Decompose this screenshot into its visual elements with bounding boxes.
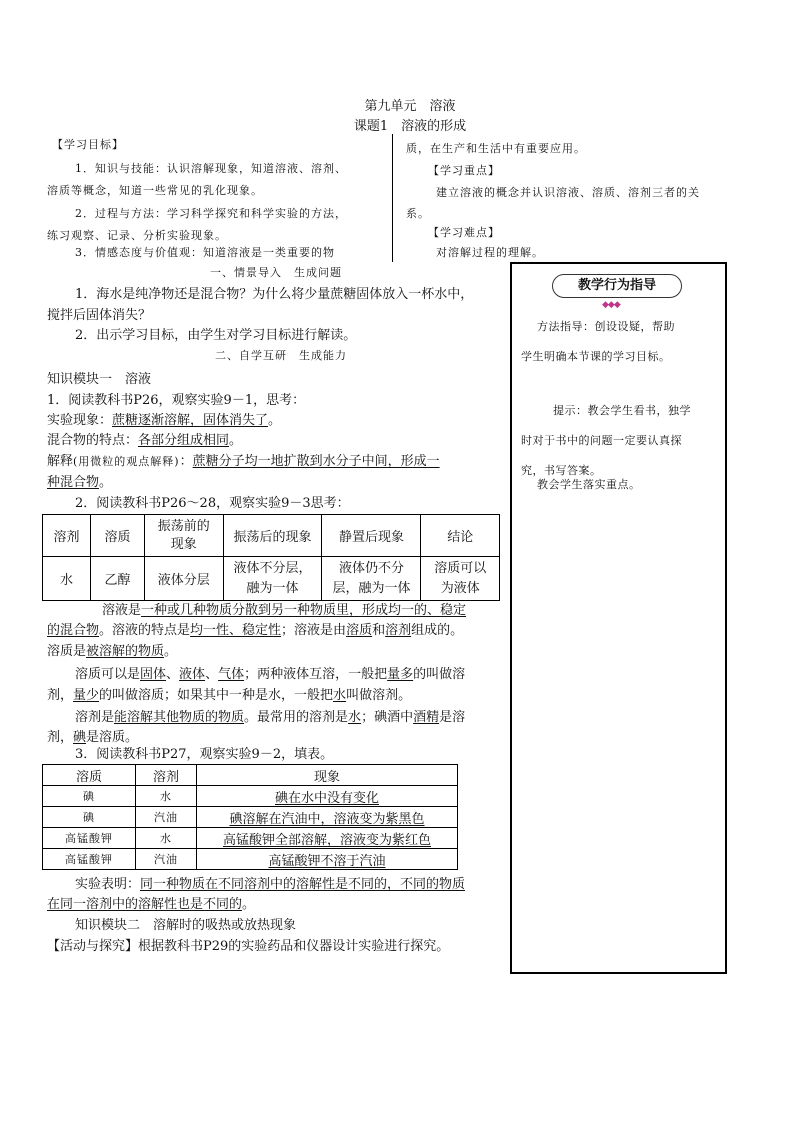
explain-colon: ： (179, 454, 193, 469)
difficulty-heading: 【学习难点】 (428, 226, 500, 239)
explain-answer-cont: 种混合物 (47, 475, 100, 490)
solution-def-line1: 溶液是一种或几种物质分散到另一种物质里，形成均一的、稳定 (102, 603, 467, 618)
table-cell: 碘在水中没有变化 (197, 786, 458, 807)
explain-end: 。 (99, 475, 113, 490)
table-cell: 乙醇 (90, 557, 144, 601)
activity-label: 【活动与探究】 (47, 939, 139, 954)
section1-title: 一、情景导入 生成问题 (210, 266, 342, 279)
explain-line-cont (47, 472, 112, 493)
table-cell: 水 (136, 786, 197, 807)
activity-line (47, 936, 449, 957)
guidance-tip-3: 教会学生落实重点。 (537, 478, 641, 491)
table-cell: 液体仍不分 层，融为一体 (322, 557, 421, 601)
read-1: 1．阅读教科书P26，观察实验9－1，思考： (47, 393, 306, 408)
header-cell: 溶剂 (43, 515, 91, 557)
explain-note: (用微粒的观点解释) (73, 455, 180, 468)
module2-title: 知识模块二 溶解时的吸热或放热现象 (75, 918, 297, 933)
lesson-title: 课题1 溶液的形成 (353, 119, 467, 134)
table-cell: 高锰酸钾不溶于汽油 (197, 849, 458, 870)
table-header-row (43, 765, 458, 786)
question-1: 1．海水是纯净物还是混合物？为什么将少量蔗糖固体放入一杯水中， (75, 287, 474, 302)
header-cell: 溶质 (43, 765, 136, 786)
unit-title: 第九单元 溶液 (364, 99, 456, 114)
table-cell: 液体不分层， 融为一体 (223, 557, 322, 601)
explain-label: 解释 (47, 454, 74, 469)
guidance-tip-2: 提示：教会学生看书，独学 时对于书中的问题一定要认真探 究，书写答案。 (521, 404, 691, 477)
header-cell: 振荡前的 现象 (145, 515, 224, 557)
key-point-text-cont: 系。 (406, 207, 430, 220)
key-points-heading: 【学习重点】 (428, 164, 500, 177)
read-3: 3．阅读教科书P27，观察实验9－2，填表。 (75, 747, 334, 762)
table-row (43, 849, 458, 870)
table-cell: 溶质可以 为液体 (421, 557, 500, 601)
table-cell: 碘 (43, 807, 136, 828)
teaching-guidance-box (510, 262, 727, 974)
guidance-title-badge: 教学行为指导 (552, 274, 682, 298)
table-cell: 水 (43, 557, 91, 601)
objective-2: 2．过程与方法：学习科学探究和科学实验的方法， (75, 207, 347, 220)
table-cell: 汽油 (136, 807, 197, 828)
solute-types-line2: 剂，量少的叫做溶质；如果其中一种是水，一般把水叫做溶剂。 (47, 688, 412, 703)
experiment-table-1 (42, 514, 500, 601)
mixture-answer: 各部分组成相同 (138, 433, 230, 448)
header-cell: 现象 (197, 765, 458, 786)
solvent-def-line2: 剂，碘是溶质。 (47, 730, 139, 745)
difficulty-text: 对溶解过程的理解。 (436, 246, 544, 259)
table-cell: 碘溶解在汽油中，溶液变为紫黑色 (197, 807, 458, 828)
objectives-heading: 【学习目标】 (52, 138, 124, 151)
phenomenon-end: 。 (268, 413, 282, 428)
activity-text: 根据教科书P29的实验药品和仪器设计实验进行探究。 (138, 939, 450, 954)
table-header-row (43, 515, 500, 557)
objective-2-cont: 练习观察、记录、分析实验现象。 (47, 229, 227, 242)
question-2: 2．出示学习目标，由学生对学习目标进行解读。 (75, 328, 357, 343)
solvent-def-line1: 溶剂是能溶解其他物质的物质。最常用的溶剂是水；碘酒中酒精是溶 (75, 710, 466, 725)
solute-def: 溶质是被溶解的物质。 (47, 644, 178, 659)
phenomenon-label: 实验现象： (47, 413, 113, 428)
table-row (43, 807, 458, 828)
objective-3: 3．情感态度与价值观：知道溶液是一类重要的物 (75, 246, 335, 259)
question-1-cont: 搅拌后固体消失？ (47, 308, 152, 323)
guidance-tip-1: 方法指导：创设设疑，帮助 学生明确本节课的学习目标。 (521, 320, 675, 363)
solute-types-line1: 溶质可以是固体、液体、气体；两种液体互溶，一般把量多的叫做溶 (75, 667, 466, 682)
table-cell: 水 (136, 828, 197, 849)
table-row (43, 828, 458, 849)
table-row (43, 786, 458, 807)
module1-title: 知识模块一 溶液 (47, 372, 152, 387)
table-cell: 液体分层 (145, 557, 224, 601)
experiment-table-2 (42, 764, 458, 870)
header-cell: 静置后现象 (322, 515, 421, 557)
read-2: 2．阅读教科书P26～28，观察实验9－3思考： (75, 496, 350, 511)
explain-line (47, 451, 440, 472)
table-row (43, 557, 500, 601)
solution-def-line2: 的混合物。溶液的特点是均一性、稳定性；溶液是由溶质和溶剂组成的。 (47, 623, 464, 638)
objective-3-cont: 质，在生产和生活中有重要应用。 (406, 142, 586, 155)
mixture-label: 混合物的特点： (47, 433, 139, 448)
section2-title: 二、自学互研 生成能力 (215, 349, 347, 362)
header-cell: 溶剂 (136, 765, 197, 786)
table-cell: 高锰酸钾全部溶解，溶液变为紫红色 (197, 828, 458, 849)
key-point-text: 建立溶液的概念并认识溶液、溶质、溶剂三者的关 (436, 186, 700, 199)
table-cell: 高锰酸钾 (43, 828, 136, 849)
objective-1-cont: 溶质等概念，知道一些常见的乳化现象。 (47, 184, 263, 197)
phenomenon-line (47, 410, 281, 431)
mixture-end: 。 (229, 433, 243, 448)
header-cell: 结论 (421, 515, 500, 557)
table-cell: 碘 (43, 786, 136, 807)
conclusion-line2: 在同一溶剂中的溶解性也是不同的。 (47, 897, 256, 912)
conclusion-line1: 实验表明：同一种物质在不同溶剂中的溶解性是不同的，不同的物质 (75, 877, 466, 892)
objective-1: 1．知识与技能：认识溶解现象，知道溶液、溶剂、 (75, 162, 347, 175)
column-divider (392, 134, 393, 262)
table-cell: 高锰酸钾 (43, 849, 136, 870)
mixture-line (47, 430, 242, 451)
badge-decoration-icon: ◆◆◆ (602, 300, 620, 310)
phenomenon-answer: 蔗糖逐渐溶解，固体消失了 (112, 413, 269, 428)
table-cell: 汽油 (136, 849, 197, 870)
explain-answer: 蔗糖分子均一地扩散到水分子中间，形成一 (192, 454, 440, 469)
header-cell: 溶质 (90, 515, 144, 557)
header-cell: 振荡后的现象 (223, 515, 322, 557)
